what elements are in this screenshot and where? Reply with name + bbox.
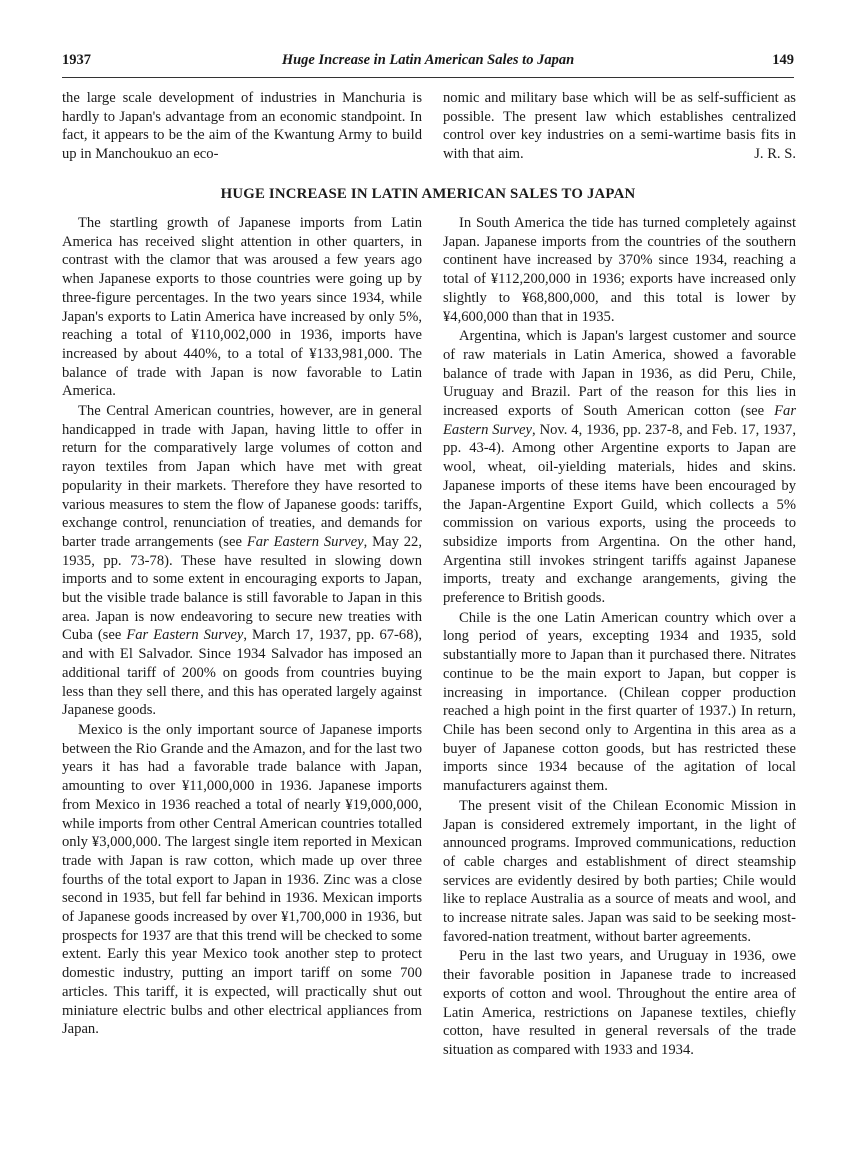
running-header <box>62 52 794 72</box>
journal-reference: Far Eastern Survey <box>246 533 364 550</box>
paragraph-2-part-a: The Central American countries, however, are in general handicapped in trade with Japan, having little to offer in return for the comparatively large volumes of cotton and rayon textiles from Japan which have met with great popularity in their markets. Therefore they have resorted to various measures to stem the flow of Japanese goods: tariffs, exchange control, renunciation of treaties, and demands for barter trade arrangements (see <box>62 403 422 550</box>
journal-reference: Far Eastern Survey <box>443 403 796 438</box>
paragraph-4: In South America the tide has turned completely against Japan. Japanese imports from the countries of the southern continent have increased by 370% since 1934, reaching a total of ¥112,200,000 in 1936; exports have increased only slightly to ¥68,800,000, and this total is lower by ¥4,600,000 than that in 1935. <box>443 215 796 325</box>
paragraph-5-part-b: , Nov. 4, 1936, pp. 237-8, and Feb. 17, 1937, pp. 43-4). Among other Argentine exports to Japan are wool, wheat, oil-yielding materials, hides and skins. Japanese imports of these items have been encouraged by the Japan-Argentine Export Guild, which collects a 5% commission on various exports, using the proceeds to subsidize imports from Argentina. On the other hand, Argentina still invokes stringent tariffs against Japanese imports, treaty and exchange arangements, giving the preference to British goods. <box>443 421 796 607</box>
running-title: Huge Increase in Latin American Sales to Japan <box>281 52 575 68</box>
paragraph-7: The present visit of the Chilean Economic Mission in Japan is considered extremely important, in the light of announced programs. Improved communications, reduction of cable charges and establishment of direct steamship services are evidently desired by both parties; Chile would like to replace Australia as a source of meats and wool, and to increase nitrate sales. Japan was said to be seeking most-favored-nation treatment, without barter agreements. <box>443 797 796 945</box>
article-right-column <box>443 214 796 1060</box>
previous-article-text-left: the large scale development of industries in Manchuria is hardly to Japan's advantage from an economic standpoint. In fact, it appears to be the aim of the Kwantung Army to build up in Manchoukuo an eco- <box>62 90 422 163</box>
journal-reference: Far Eastern Survey <box>126 627 244 644</box>
page-number: 149 <box>772 52 794 68</box>
previous-article-text-right-body: nomic and military base which will be as self-sufficient as possible. The present law which establishes centralized control over key industries on a semi-wartime basis fits in with that aim. <box>443 90 796 163</box>
previous-article-right-column <box>443 89 796 164</box>
header-year: 1937 <box>62 52 91 68</box>
paragraph-6: Chile is the one Latin American country which over a long period of years, excepting 1934 and 1935, sold substantially more to Japan than it purchased there. Nitrates continue to be the main export to Japan, but copper is increasing in importance. (Chilean copper production reached a high point in the first quarter of 1937.) In return, Chile has been second only to Argentina in this area as a buyer of Japanese cotton goods, but has restricted these imports since 1934 because of the agitation of local manufacturers against them. <box>443 609 796 795</box>
paragraph-5-part-a: Argentina, which is Japan's largest customer and source of raw materials in Latin America, showed a favorable balance of trade with Japan in 1936, as did Peru, Chile, Uruguay and Brazil. Part of the reason for this lies in increased exports of South American cotton (see <box>443 328 796 420</box>
header-rule <box>62 77 794 78</box>
paragraph-2 <box>62 402 422 720</box>
article-title: HUGE INCREASE IN LATIN AMERICAN SALES TO JAPAN <box>220 186 636 202</box>
previous-article-text-right <box>443 89 796 164</box>
paragraph-3: Mexico is the only important source of Japanese imports between the Rio Grande and the Amazon, and for the last two years it has had a favorable trade balance with Japan, amounting to over ¥11,000,000 in 1936. Japanese imports from Mexico in 1936 reached a total of nearly ¥19,000,000, while imports from other Central American countries totalled only ¥3,000,000. The largest single item reported in Mexican trade with Japan is raw cotton, which made up over three fourths of the total export to Japan in 1936. Zinc was a close second in 1935, but fell far behind in 1936. Mexican imports of Japanese goods increased by over ¥1,700,000 in 1936, but prospects for 1937 are that this trend will be checked to some extent. Early this year Mexico took another step to protect domestic industry, putting an import tariff on some 700 articles. This tariff, it is expected, will practically shut out miniature electric bulbs and other electrical appliances from Japan. <box>62 721 422 1038</box>
paragraph-8: Peru in the last two years, and Uruguay in 1936, owe their favorable position in Japanese trade to increased exports of cotton and wool. Throughout the entire area of Latin America, restrictions on Japanese textiles, chiefly cotton, have resulted in general reversals of the trade situation as compared with 1933 and 1934. <box>443 948 796 1058</box>
previous-article-left-column <box>62 89 422 164</box>
paragraph-2-part-b: , May 22, 1935, pp. 73-78). These have resulted in slowing down imports and to some extent in encouraging exports to Japan, but the visible trade balance is still favorable to Japan in this area. Japan is now endeavoring to secure new treaties with Cuba (see <box>62 533 422 644</box>
paragraph-2-part-c: , March 17, 1937, pp. 67-68), and with El Salvador. Since 1934 Salvador has imposed an additional tariff of 200% on goods from countries buying less than they sell there, and this has operated largely against Japanese goods. <box>62 627 422 719</box>
article-left-column <box>62 214 422 1039</box>
paragraph-5 <box>443 327 796 608</box>
author-signature: J. R. S. <box>754 146 796 163</box>
paragraph-1: The startling growth of Japanese imports from Latin America has received slight attention in other quarters, in contrast with the clamor that was aroused a few years ago when Japanese exports to those countries were going up by three-figure percentages. In the two years since 1934, while Japan's exports to Latin America have increased by only 5%, reaching a total of ¥110,002,000 in 1936, imports have increased by about 440%, to a total of ¥133,981,000. The balance of trade with Japan is now favorable to Latin America. <box>62 215 422 400</box>
